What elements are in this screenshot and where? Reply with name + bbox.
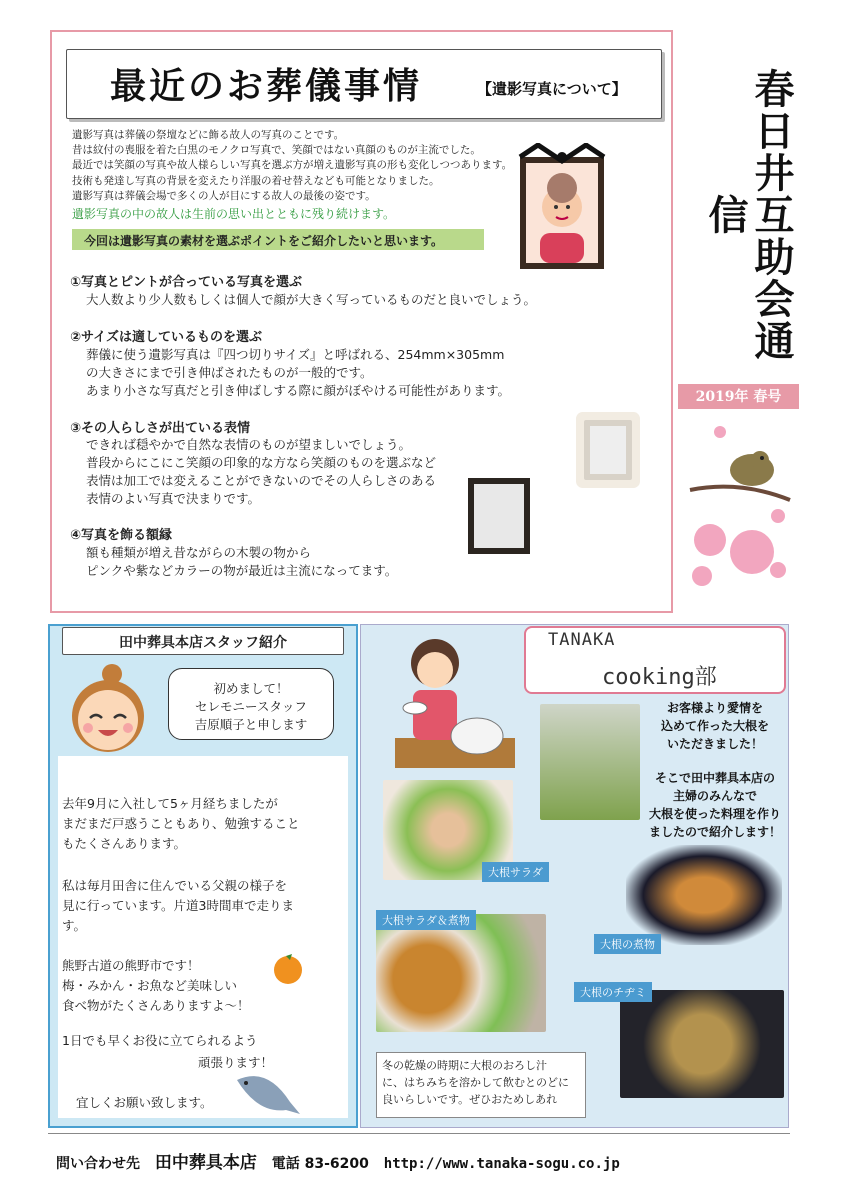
cooking-banner-line2: cooking部 (602, 665, 717, 690)
intro-line: 昔は紋付の喪服を着た白黒のモノクロ写真で、笑顔ではない真顔のものが主流でした。 (72, 144, 481, 156)
staff-text: 梅・みかん・お魚など美味しい (62, 978, 238, 993)
nimono-photo (626, 845, 782, 945)
footer-company: 田中葬具本店 (154, 1153, 257, 1173)
point-heading: ③その人らしさが出ている表情 (70, 421, 251, 436)
speech-line: 吉原順子と申します (194, 717, 308, 732)
point-heading: ④写真を飾る額縁 (70, 528, 173, 543)
cooking-message: お客様より愛情を (666, 701, 763, 715)
footer-phone: 電話 83-6200 (271, 1156, 369, 1172)
point-text: あまり小さな写真だと引き伸ばしする際に顔がぼやける可能性があります。 (86, 383, 511, 398)
tip-text: に、はちみちを溶かして飲むとのどに (382, 1076, 569, 1089)
cooking-message: そこで田中葬具本店の (654, 771, 775, 785)
speech-line: 初めまして！ (213, 681, 289, 696)
speech-line: セレモニースタッフ (195, 699, 307, 714)
label-salad-nimono: 大根サラダ＆煮物 (376, 910, 476, 930)
point-text: 表情は加工では変えることができないのでその人らしさのある (86, 473, 437, 488)
staff-text: す。 (62, 918, 87, 933)
article-title: 最近のお葬儀事情 (110, 66, 423, 107)
tip-text: 冬の乾燥の時期に大根のおろし汁 (382, 1059, 547, 1072)
staff-face-illustration (60, 664, 155, 754)
point-text: の大きさにまで引き伸ばされたものが一般的です。 (86, 365, 373, 380)
radish-photo (540, 704, 640, 820)
frame-photo-dark (468, 478, 530, 554)
salad-nimono-photo (376, 914, 546, 1032)
memorial-portrait-illustration (518, 143, 606, 271)
cooking-message: 主婦のみんなで (672, 789, 757, 803)
point-text: 表情のよい写真で決まりです。 (86, 491, 261, 506)
footer-divider (48, 1133, 790, 1134)
point-text: できれば穏やかで自然な表情のものが望ましいでしょう。 (86, 437, 412, 452)
newsletter-title: 春日井互助会通信 (702, 68, 794, 362)
frame-photo-light (584, 420, 632, 480)
fish-icon (232, 1070, 302, 1120)
article-subtitle: 【遺影写真について】 (477, 80, 627, 98)
cooking-message: 込めて作った大根を (660, 719, 769, 733)
label-nimono: 大根の煮物 (594, 934, 661, 954)
cooking-banner-line1: TANAKA (548, 630, 616, 650)
footer (56, 1148, 630, 1173)
footer-contact-label: 問い合わせ先 (56, 1156, 140, 1172)
point-heading: ①写真とピントが合っている写真を選ぶ (70, 275, 303, 290)
staff-text: 私は毎月田舎に住んでいる父親の様子を (62, 878, 288, 893)
intro-highlight: 遺影写真の中の故人は生前の思い出とともに残り続けます。 (72, 207, 396, 221)
season-text: 2019年 春号 (695, 389, 782, 405)
intro-bar-text: 今回は遺影写真の素材を選ぶポイントをご紹介したいと思います。 (84, 234, 444, 248)
cherry-blossom-bird-illustration (680, 420, 795, 590)
label-salad: 大根サラダ (482, 862, 549, 882)
staff-text: 1日でも早くお役に立てられるよう (62, 1033, 258, 1048)
point-heading: ②サイズは適しているものを選ぶ (70, 330, 262, 345)
staff-text: 見に行っています。片道3時間車で走りま (62, 898, 294, 913)
cooking-message: ましたので紹介します！ (648, 825, 781, 839)
tip-text: 良いらしいです。ぜひおためしあれ (382, 1093, 558, 1106)
cooking-woman-illustration (395, 628, 515, 768)
staff-text: 宜しくお願い致します。 (76, 1095, 213, 1110)
label-chijimi: 大根のチヂミ (574, 982, 652, 1002)
point-text: 大人数より少人数もしくは個人で顔が大きく写っているものだと良いでしょう。 (86, 292, 537, 307)
staff-text: 去年9月に入社して5ヶ月経ちましたが (62, 796, 278, 811)
footer-url[interactable]: http://www.tanaka-sogu.co.jp (383, 1156, 620, 1172)
point-text: 額も種類が増え昔ながらの木製の物から (86, 545, 312, 560)
staff-text: まだまだ戸惑うこともあり、勉強すること (62, 816, 300, 831)
intro-line: 技術も発達し写真の背景を変えたり洋服の着せ替えなども可能となりました。 (72, 175, 440, 187)
tangerine-icon (270, 950, 306, 986)
staff-title: 田中葬具本店スタッフ紹介 (119, 635, 287, 651)
point-text: 普段からにこにこ笑顔の印象的な方なら笑顔のものを選ぶなど (86, 455, 437, 470)
intro-line: 最近では笑顔の写真や故人様らしい写真を選ぶ方が増え遺影写真の形も変化しつつあります。 (72, 159, 513, 171)
intro-line: 遺影写真は葬儀会場で多くの人が目にする故人の最後の姿です。 (72, 190, 376, 202)
staff-text: 熊野古道の熊野市です！ (62, 958, 200, 973)
point-text: 葬儀に使う遺影写真は『四つ切りサイズ』と呼ばれる、254mm×305mm (86, 347, 505, 362)
point-text: ピンクや紫などカラーの物が最近は主流になってます。 (86, 563, 398, 578)
intro-line: 遺影写真は葬儀の祭壇などに飾る故人の写真のことです。 (72, 129, 345, 141)
cooking-message: 大根を使った料理を作り (648, 807, 781, 821)
cooking-message: いただきました！ (666, 737, 763, 751)
staff-text: 頑張ります！ (198, 1055, 274, 1070)
staff-text: もたくさんあります。 (62, 836, 187, 851)
staff-text: 食べ物がたくさんありますよ～！ (62, 998, 250, 1013)
chijimi-photo (620, 990, 784, 1098)
